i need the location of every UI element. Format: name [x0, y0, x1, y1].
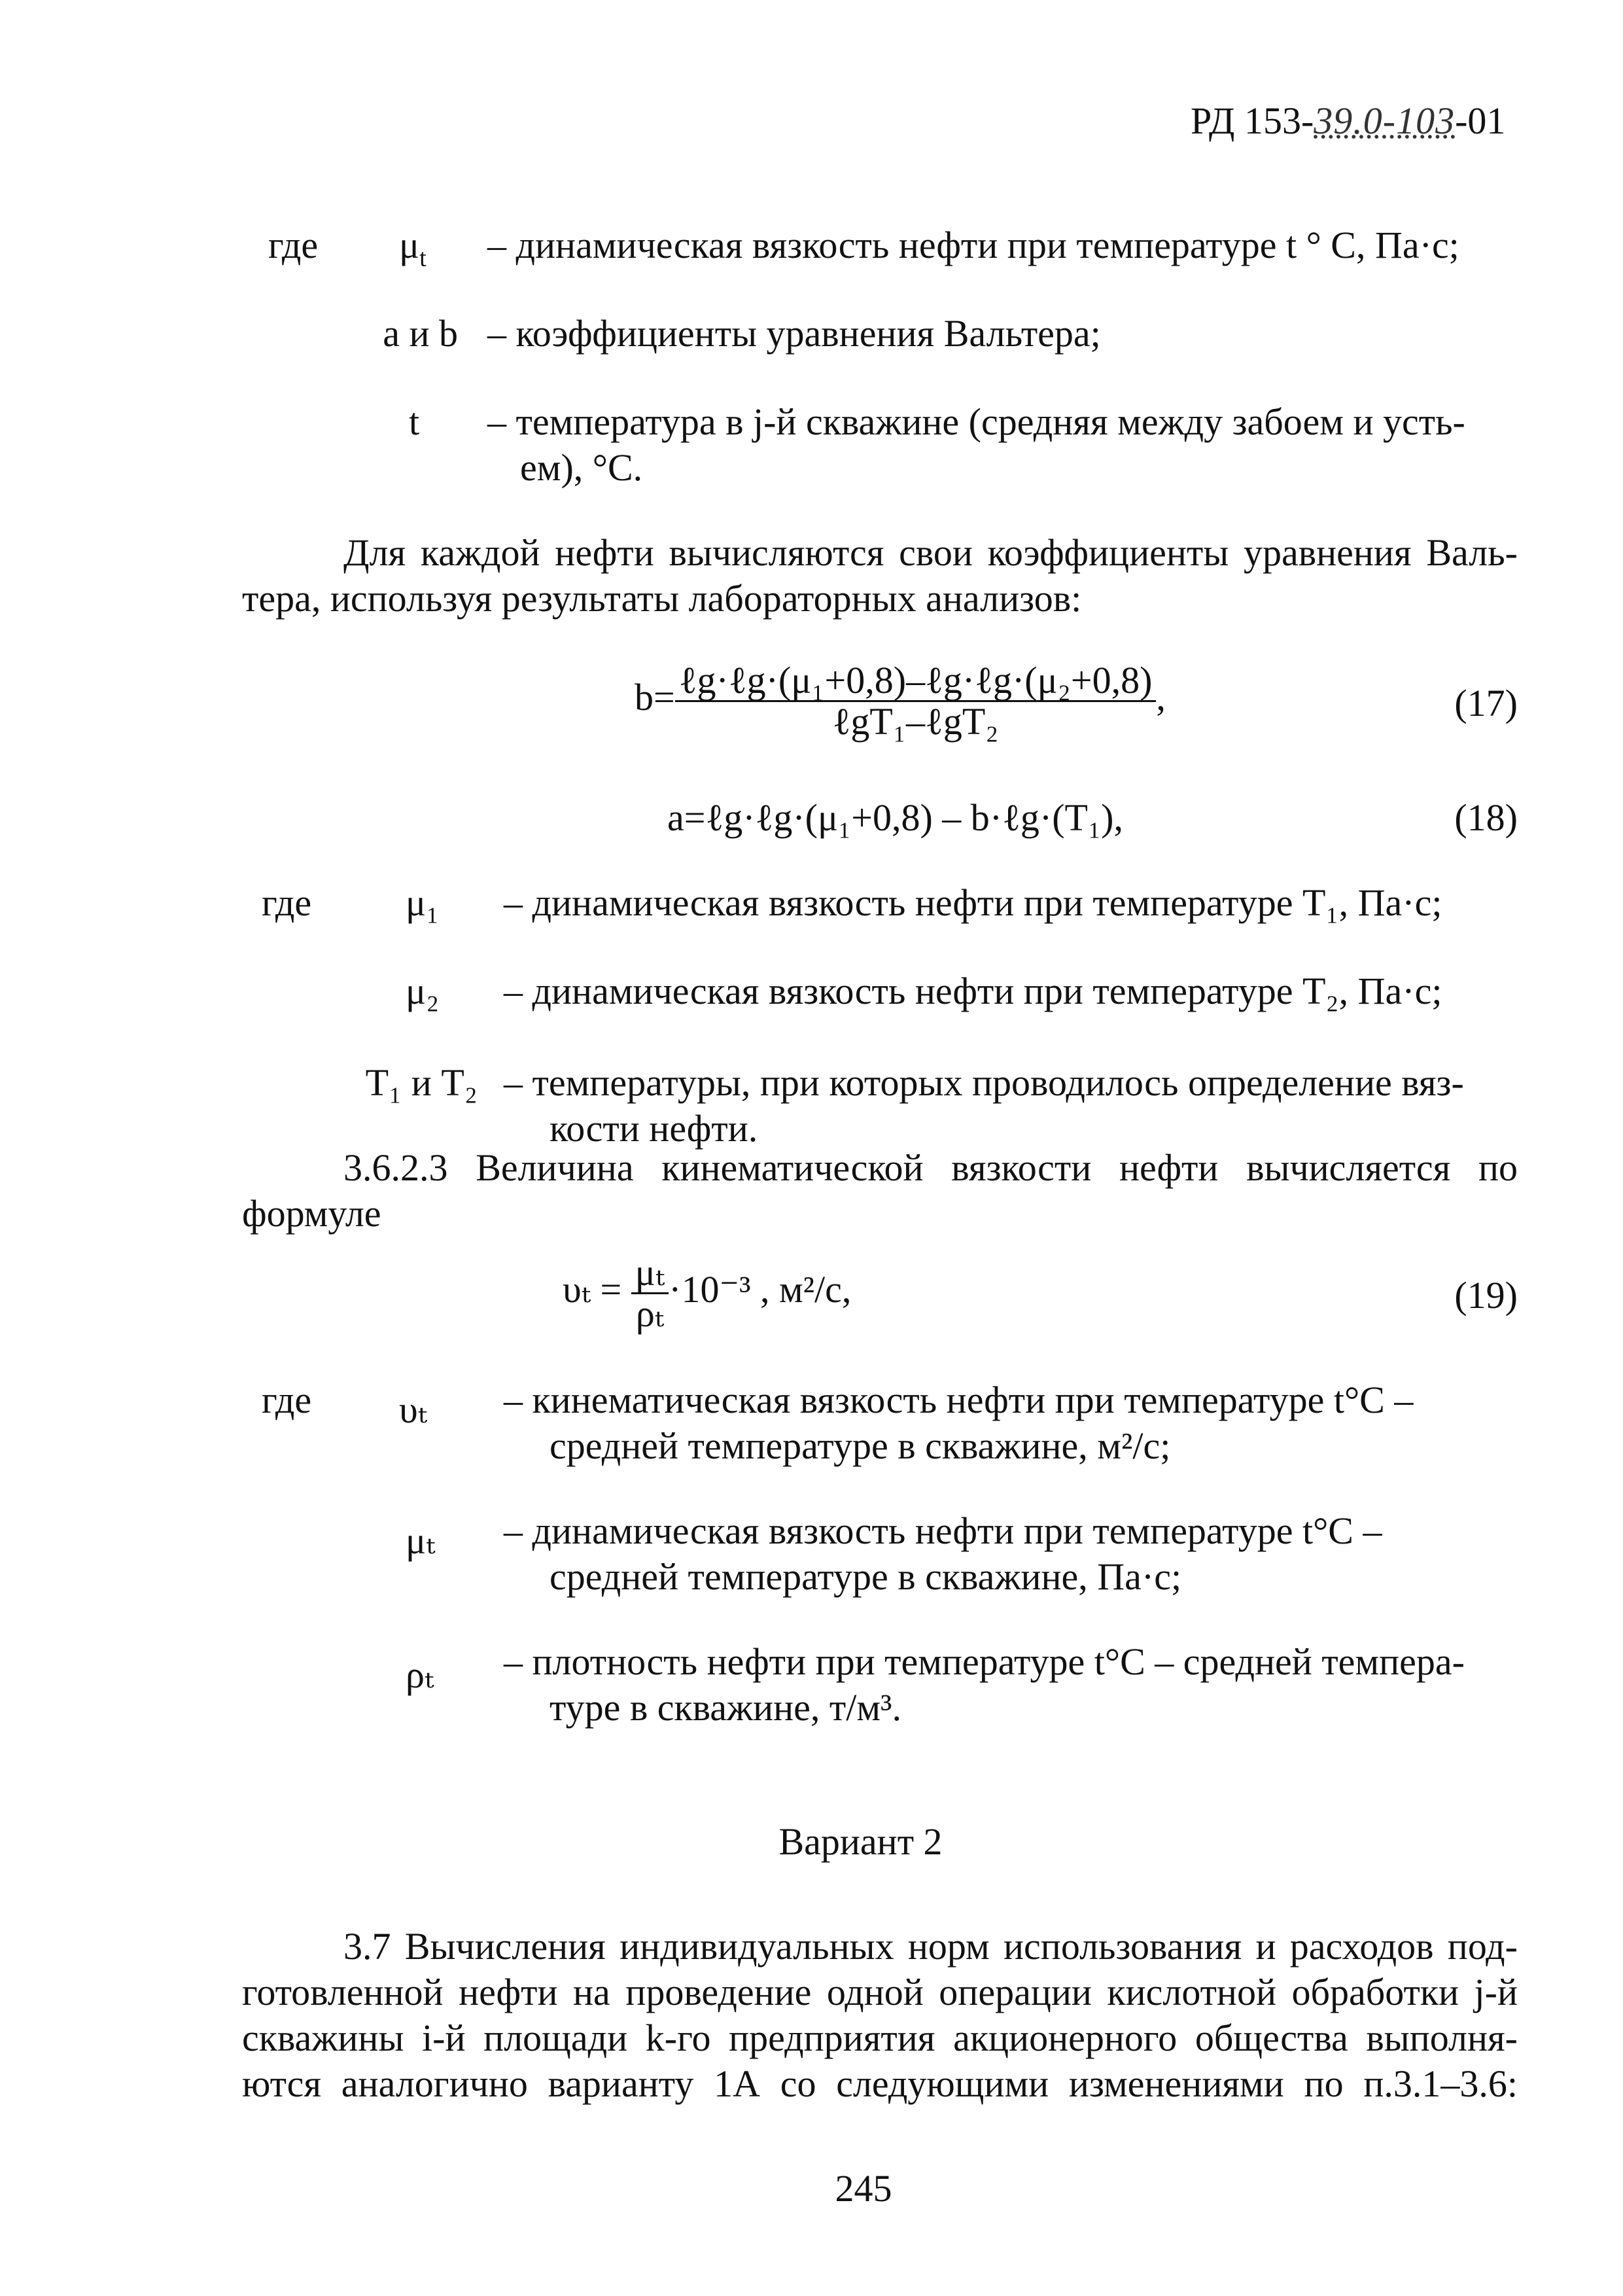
- definition-text: – температуры, при которых проводилось определение вяз-: [504, 1061, 1464, 1104]
- paragraph-line: готовленной нефти на проведение одной операции кислотной обработки j-й: [242, 1971, 1518, 2013]
- formula-17: [635, 661, 1223, 741]
- paragraph-line: 3.7 Вычисления индивидуальных норм использования и расходов под-: [343, 1925, 1518, 1968]
- where-label: где: [262, 881, 312, 924]
- symbol-mu2: μ₂: [406, 970, 440, 1012]
- formula-tail: ,: [1156, 675, 1166, 718]
- symbol-mu-t: [399, 222, 427, 272]
- formula-fraction: [675, 661, 1157, 741]
- formula-number: (18): [1454, 796, 1518, 839]
- doc-suffix: -01: [1455, 99, 1506, 142]
- page-number: 245: [835, 2167, 892, 2210]
- doc-stamp: 39.0-103: [1314, 99, 1456, 142]
- symbol-main: μ: [399, 224, 420, 266]
- definition-text: – коэффициенты уравнения Вальтера;: [487, 312, 1101, 355]
- definition-text-cont: средней температуре в скважине, м²/с;: [550, 1424, 1171, 1467]
- definition-text-cont: средней температуре в скважине, Па·с;: [550, 1555, 1182, 1598]
- formula-numerator: μₜ: [631, 1253, 669, 1294]
- formula-number: (19): [1454, 1274, 1518, 1316]
- definition-text-cont: ем), °С.: [520, 446, 643, 489]
- symbol-a-b: a и b: [383, 312, 458, 355]
- paragraph-line: формуле: [242, 1192, 381, 1235]
- symbol-sub: t: [419, 244, 427, 272]
- where-label: где: [268, 224, 319, 266]
- formula-denominator: ρₜ: [635, 1292, 665, 1335]
- definition-text-cont: туре в скважине, т/м³.: [550, 1686, 901, 1729]
- symbol-t: t: [409, 400, 420, 443]
- section-heading: Вариант 2: [778, 1820, 943, 1863]
- symbol-rho-t: ρₜ: [406, 1653, 434, 1696]
- formula-lhs: υₜ =: [563, 1267, 622, 1311]
- formula-lhs: b=: [635, 675, 675, 718]
- symbol-mu-t: μₜ: [406, 1519, 436, 1562]
- definition-text: – динамическая вязкость нефти при температуре T₂, Па·с;: [504, 970, 1442, 1012]
- formula-18: a=ℓg·ℓg·(μ₁+0,8) – b·ℓg·(T₁),: [667, 796, 1123, 839]
- formula-denominator: ℓgT₁–ℓgT₂: [832, 700, 999, 743]
- paragraph-line: скважины i-й площади k-го предприятия акционерного общества выполня-: [242, 2017, 1518, 2059]
- paragraph-line: Для каждой нефти вычисляются свои коэффициенты уравнения Валь-: [343, 531, 1518, 574]
- document-header: [1191, 98, 1518, 144]
- where-label: где: [262, 1379, 312, 1421]
- formula-rest: ·10⁻³ , м²/с,: [669, 1267, 852, 1311]
- definition-text-cont: кости нефти.: [550, 1107, 758, 1150]
- definition-text: – кинематическая вязкость нефти при температуре t°С –: [504, 1379, 1414, 1421]
- paragraph-line: 3.6.2.3 Величина кинематической вязкости нефти вычисляется по: [343, 1146, 1518, 1189]
- definition-text: – динамическая вязкость нефти при температуре t°С –: [504, 1510, 1382, 1552]
- symbol-upsilon-t: υₜ: [399, 1388, 428, 1431]
- symbol-t1-t2: T₁ и T₂: [365, 1061, 478, 1104]
- formula-number: (17): [1454, 682, 1518, 724]
- formula-fraction: [631, 1253, 669, 1333]
- definition-text: – динамическая вязкость нефти при температуре t ° С, Па·с;: [487, 224, 1459, 266]
- symbol-mu1: μ₁: [406, 881, 440, 924]
- formula-19: [563, 1253, 1021, 1333]
- formula-numerator: ℓg·ℓg·(μ₁+0,8)–ℓg·ℓg·(μ₂+0,8): [675, 661, 1157, 702]
- definition-text: – плотность нефти при температуре t°С – средней темпера-: [504, 1640, 1465, 1683]
- paragraph-line: тера, используя результаты лабораторных анализов:: [242, 577, 1082, 620]
- definition-text: – температура в j-й скважине (средняя между забоем и усть-: [487, 400, 1465, 443]
- doc-prefix: РД 153-: [1191, 99, 1314, 142]
- paragraph-line: ются аналогично варианту 1А со следующими изменениями по п.3.1–3.6:: [242, 2062, 1518, 2105]
- definition-text: – динамическая вязкость нефти при температуре T₁, Па·с;: [504, 881, 1442, 924]
